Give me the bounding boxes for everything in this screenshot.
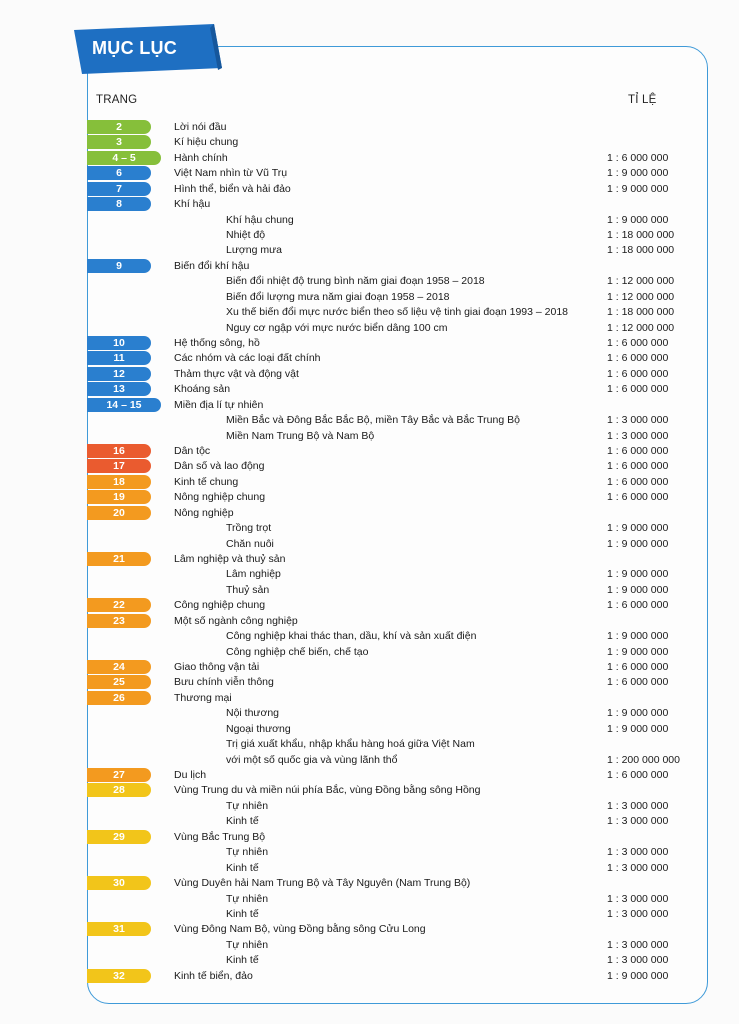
toc-entry-title: Dân số và lao động <box>174 460 265 472</box>
map-scale: 1 : 9 000 000 <box>607 723 669 735</box>
toc-subentry-title: Nội thương <box>226 707 280 719</box>
page-number-badge: 16 <box>87 444 151 458</box>
page-number-badge: 29 <box>87 830 151 844</box>
map-scale: 1 : 3 000 000 <box>607 893 669 905</box>
map-scale: 1 : 9 000 000 <box>607 707 669 719</box>
toc-subentry-title: Tự nhiên <box>226 800 269 812</box>
page-number-badge: 13 <box>87 382 151 396</box>
toc-entry-title: Thương mại <box>174 692 232 704</box>
page-number-badge: 7 <box>87 182 151 196</box>
page-number-badge: 26 <box>87 691 151 705</box>
page-number-badge: 14 – 15 <box>87 398 161 412</box>
page-number-badge: 27 <box>87 768 151 782</box>
toc-entry-title: Bưu chính viễn thông <box>174 676 274 688</box>
page-column-header: TRANG <box>96 94 138 106</box>
toc-entry-title: Các nhóm và các loại đất chính <box>174 352 321 364</box>
page-number-badge: 10 <box>87 336 151 350</box>
map-scale: 1 : 9 000 000 <box>607 970 669 982</box>
map-scale: 1 : 12 000 000 <box>607 291 675 303</box>
map-scale: 1 : 3 000 000 <box>607 815 669 827</box>
toc-entry-title: Dân tộc <box>174 445 211 457</box>
toc-subentry-title: Khí hậu chung <box>226 214 294 226</box>
page-number-badge: 19 <box>87 490 151 504</box>
map-scale: 1 : 6 000 000 <box>607 460 669 472</box>
toc-subentry-title: Công nghiệp chế biến, chế tạo <box>226 646 369 658</box>
toc-entry-title: Khoáng sản <box>174 383 231 395</box>
map-scale: 1 : 200 000 000 <box>607 754 680 766</box>
toc-entry-title: Lâm nghiệp và thuỷ sản <box>174 553 286 565</box>
page-number-badge: 31 <box>87 922 151 936</box>
toc-entry-title: Vùng Trung du và miền núi phía Bắc, vùng Đồng bằng sông Hồng <box>174 784 481 796</box>
toc-entry-title: Vùng Đông Nam Bộ, vùng Đồng bằng sông Cửu Long <box>174 923 426 935</box>
toc-subentry-title: Chăn nuôi <box>226 538 274 550</box>
toc-entry-title: Việt Nam nhìn từ Vũ Trụ <box>174 167 288 179</box>
toc-subentry-title: Nhiệt độ <box>226 229 266 241</box>
map-scale: 1 : 3 000 000 <box>607 800 669 812</box>
page-number-badge: 25 <box>87 675 151 689</box>
map-scale: 1 : 6 000 000 <box>607 383 669 395</box>
map-scale: 1 : 6 000 000 <box>607 769 669 781</box>
map-scale: 1 : 9 000 000 <box>607 167 669 179</box>
map-scale: 1 : 6 000 000 <box>607 599 669 611</box>
toc-subentry-title: Tự nhiên <box>226 939 269 951</box>
map-scale: 1 : 6 000 000 <box>607 676 669 688</box>
toc-subentry-title: Trị giá xuất khẩu, nhập khẩu hàng hoá giữa Việt Nam <box>226 738 475 750</box>
page-number-badge: 11 <box>87 351 151 365</box>
toc-subentry-title: Công nghiệp khai thác than, dầu, khí và sản xuất điện <box>226 630 477 642</box>
page-number-badge: 20 <box>87 506 151 520</box>
page-number-badge: 32 <box>87 969 151 983</box>
map-scale: 1 : 6 000 000 <box>607 352 669 364</box>
toc-entry-title: Nông nghiệp chung <box>174 491 266 503</box>
page-number-badge: 18 <box>87 475 151 489</box>
page-number-badge: 6 <box>87 166 151 180</box>
toc-entry-title: Miền địa lí tự nhiên <box>174 399 264 411</box>
toc-entry-title: Kinh tế biển, đảo <box>174 970 253 982</box>
map-scale: 1 : 9 000 000 <box>607 522 669 534</box>
page-number-badge: 28 <box>87 783 151 797</box>
toc-subentry-title: Nguy cơ ngập với mực nước biển dâng 100 cm <box>226 322 448 334</box>
map-scale: 1 : 3 000 000 <box>607 430 669 442</box>
map-scale: 1 : 3 000 000 <box>607 414 669 426</box>
map-scale: 1 : 6 000 000 <box>607 661 669 673</box>
toc-entry-title: Hệ thống sông, hồ <box>174 337 260 349</box>
map-scale: 1 : 9 000 000 <box>607 630 669 642</box>
toc-subentry-title: Kinh tế <box>226 815 259 827</box>
toc-subentry-title: Trồng trọt <box>226 522 272 534</box>
map-scale: 1 : 12 000 000 <box>607 322 675 334</box>
page-number-badge: 3 <box>87 135 151 149</box>
page-number-badge: 21 <box>87 552 151 566</box>
toc-entry-title: Nông nghiệp <box>174 507 234 519</box>
page-number-badge: 30 <box>87 876 151 890</box>
map-scale: 1 : 18 000 000 <box>607 229 675 241</box>
toc-subentry-title: Thuỷ sản <box>226 584 270 596</box>
map-scale: 1 : 6 000 000 <box>607 445 669 457</box>
map-scale: 1 : 18 000 000 <box>607 244 675 256</box>
toc-subentry-title: Biến đổi nhiệt độ trung bình năm giai đoạn 1958 – 2018 <box>226 275 485 287</box>
toc-subentry-title: Kinh tế <box>226 862 259 874</box>
toc-entry-title: Hình thể, biển và hải đảo <box>174 183 291 195</box>
toc-entry-title: Công nghiệp chung <box>174 599 266 611</box>
toc-entry-title: Thảm thực vật và động vật <box>174 368 299 380</box>
map-scale: 1 : 9 000 000 <box>607 538 669 550</box>
map-scale: 1 : 9 000 000 <box>607 646 669 658</box>
map-scale: 1 : 9 000 000 <box>607 584 669 596</box>
toc-subentry-title: Lượng mưa <box>226 244 282 256</box>
scale-column-header: TỈ LỆ <box>628 94 657 106</box>
toc-subentry-title: với một số quốc gia và vùng lãnh thổ <box>226 754 398 766</box>
toc-subentry-title: Tự nhiên <box>226 846 269 858</box>
map-scale: 1 : 9 000 000 <box>607 214 669 226</box>
toc-entry-title: Lời nói đầu <box>174 121 227 133</box>
toc-subentry-title: Biến đổi lượng mưa năm giai đoạn 1958 – 2018 <box>226 291 450 303</box>
page-number-badge: 12 <box>87 367 151 381</box>
toc-subentry-title: Kinh tế <box>226 954 259 966</box>
map-scale: 1 : 3 000 000 <box>607 862 669 874</box>
map-scale: 1 : 3 000 000 <box>607 846 669 858</box>
map-scale: 1 : 12 000 000 <box>607 275 675 287</box>
toc-subentry-title: Miền Nam Trung Bộ và Nam Bộ <box>226 430 375 442</box>
toc-entry-title: Vùng Duyên hải Nam Trung Bộ và Tây Nguyên (Nam Trung Bộ) <box>174 877 471 889</box>
toc-entry-title: Vùng Bắc Trung Bộ <box>174 831 266 843</box>
map-scale: 1 : 6 000 000 <box>607 337 669 349</box>
map-scale: 1 : 6 000 000 <box>607 152 669 164</box>
toc-entry-title: Biến đổi khí hậu <box>174 260 250 272</box>
map-scale: 1 : 3 000 000 <box>607 939 669 951</box>
toc-entry-title: Một số ngành công nghiệp <box>174 615 298 627</box>
toc-entry-title: Du lịch <box>174 769 207 781</box>
toc-entry-title: Hành chính <box>174 152 228 164</box>
map-scale: 1 : 6 000 000 <box>607 491 669 503</box>
map-scale: 1 : 6 000 000 <box>607 368 669 380</box>
toc-subentry-title: Kinh tế <box>226 908 259 920</box>
page-number-badge: 24 <box>87 660 151 674</box>
page-number-badge: 9 <box>87 259 151 273</box>
toc-entry-title: Kí hiệu chung <box>174 136 239 148</box>
map-scale: 1 : 6 000 000 <box>607 476 669 488</box>
map-scale: 1 : 9 000 000 <box>607 568 669 580</box>
page-number-badge: 17 <box>87 459 151 473</box>
toc-subentry-title: Xu thế biến đổi mực nước biển theo số liệu vệ tinh giai đoạn 1993 – 2018 <box>226 306 569 318</box>
page-number-badge: 23 <box>87 614 151 628</box>
map-scale: 1 : 3 000 000 <box>607 954 669 966</box>
toc-entry-title: Kinh tế chung <box>174 476 239 488</box>
map-scale: 1 : 3 000 000 <box>607 908 669 920</box>
toc-entry-title: Khí hậu <box>174 198 211 210</box>
page-title: MỤC LỤC <box>92 38 178 58</box>
toc-subentry-title: Lâm nghiệp <box>226 568 281 580</box>
page-number-badge: 2 <box>87 120 151 134</box>
toc-entry-title: Giao thông vận tải <box>174 661 260 673</box>
toc-subentry-title: Miền Bắc và Đông Bắc Bắc Bộ, miền Tây Bắc và Bắc Trung Bộ <box>226 414 520 426</box>
page-number-badge: 22 <box>87 598 151 612</box>
toc-subentry-title: Ngoại thương <box>226 723 291 735</box>
page-number-badge: 8 <box>87 197 151 211</box>
page-number-badge: 4 – 5 <box>87 151 161 165</box>
map-scale: 1 : 9 000 000 <box>607 183 669 195</box>
map-scale: 1 : 18 000 000 <box>607 306 675 318</box>
toc-subentry-title: Tự nhiên <box>226 893 269 905</box>
